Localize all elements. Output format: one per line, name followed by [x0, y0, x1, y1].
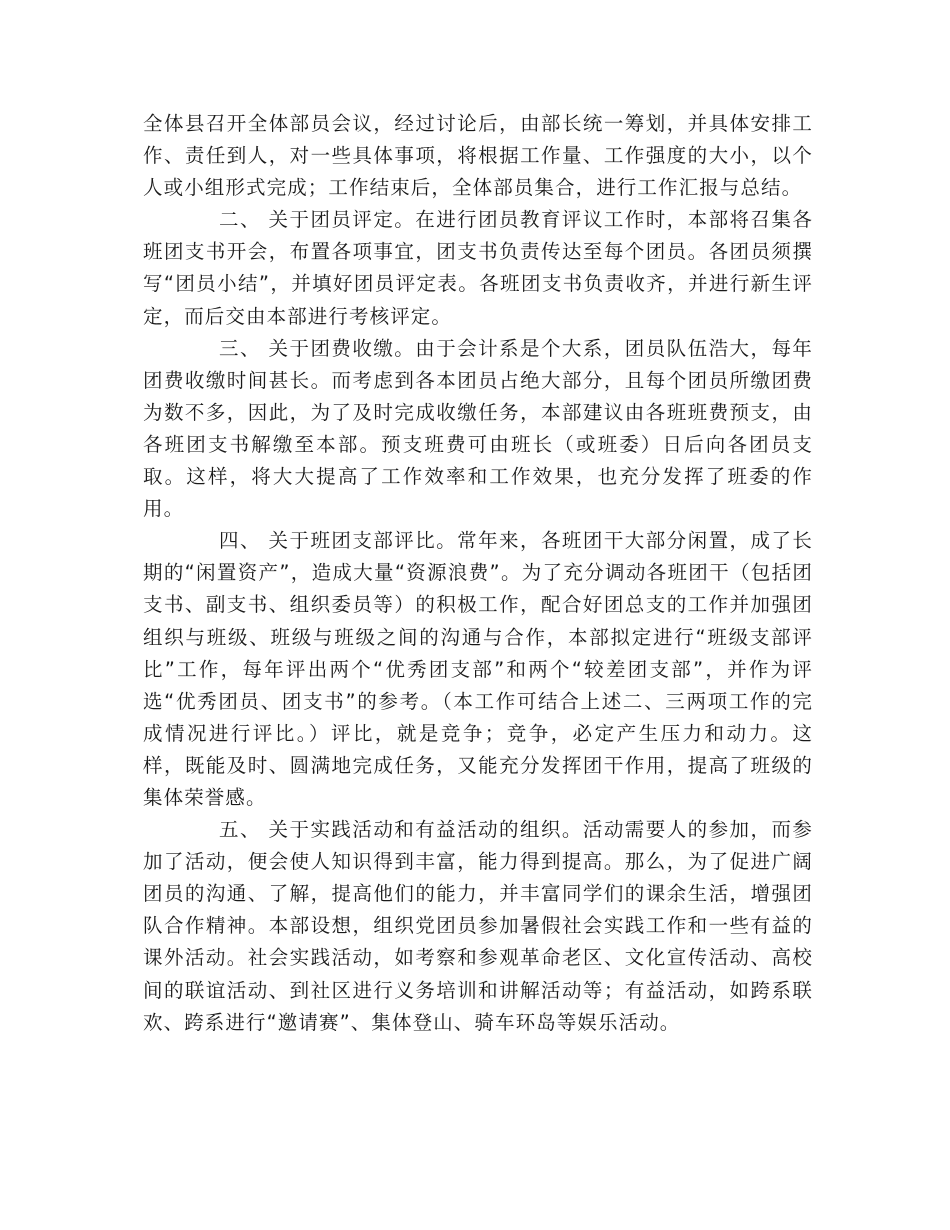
paragraph-text: 全体县召开全体部员会议，经过讨论后，由部长统一筹划，并具体安排工作、责任到人，对一些具体事项，将根据工作量、工作强度的大小，以个人或小组形式完成；工作结束后，全体部员集合，进行工作汇报与总结。: [143, 112, 813, 200]
paragraph-text: 在进行团员教育评议工作时，本部将召集各班团支书开会，布置各项事宜，团支书负责传达至每个团员。各团员须撰写“团员小结”，并填好团员评定表。各班团支书负责收齐，并进行新生评定，而后交由本部进行考核评定。: [143, 208, 813, 328]
paragraph-activities: [143, 814, 813, 1039]
section-heading: 三、 关于团费收缴。: [219, 336, 416, 360]
document-body: [143, 108, 813, 1039]
section-heading: 四、 关于班团支部评比。: [219, 529, 458, 553]
paragraph-member-evaluation: [143, 204, 813, 332]
paragraph-text: 常年来，各班团干大部分闲置，成了长期的“闲置资产”，造成大量“资源浪费”。为了充分调动各班团干（包括团支书、副支书、组织委员等）的积极工作，配合好团总支的工作并加强团组织与班级、班级与班级之间的沟通与合作，本部拟定进行“班级支部评比”工作，每年评出两个“优秀团支部”和两个“较差团支部”，并作为评选“优秀团员、团支书”的参考。（本工作可结合上述二、三两项工作的完成情况进行评比。）评比，就是竞争；竞争，必定产生压力和动力。这样，既能及时、圆满地完成任务，又能充分发挥团干作用，提高了班级的集体荣誉感。: [143, 529, 813, 809]
paragraph-fee-collection: [143, 333, 813, 526]
paragraph-text: 活动需要人的参加，而参加了活动，便会使人知识得到丰富，能力得到提高。那么，为了促进广阔团员的沟通、了解，提高他们的能力，并丰富同学们的课余生活，增强团队合作精神。本部设想，组织党团员参加暑假社会实践工作和一些有益的课外活动。社会实践活动，如考察和参观革命老区、文化宣传活动、高校间的联谊活动、到社区进行义务培训和讲解活动等；有益活动，如跨系联欢、跨系进行“邀请赛”、集体登山、骑车环岛等娱乐活动。: [143, 818, 813, 1034]
section-heading: 二、 关于团员评定。: [219, 208, 416, 232]
paragraph-continuation: [143, 108, 813, 204]
paragraph-text: 由于会计系是个大系，团员队伍浩大，每年团费收缴时间甚长。而考虑到各本团员占绝大部分，且每个团员所缴团费为数不多，因此，为了及时完成收缴任务，本部建议由各班班费预支，由各班团支书解缴至本部。预支班费可由班长（或班委）日后向各团员支取。这样，将大大提高了工作效率和工作效果，也充分发挥了班委的作用。: [143, 336, 813, 521]
section-heading: 五、 关于实践活动和有益活动的组织。: [219, 818, 583, 842]
paragraph-branch-competition: [143, 525, 813, 814]
